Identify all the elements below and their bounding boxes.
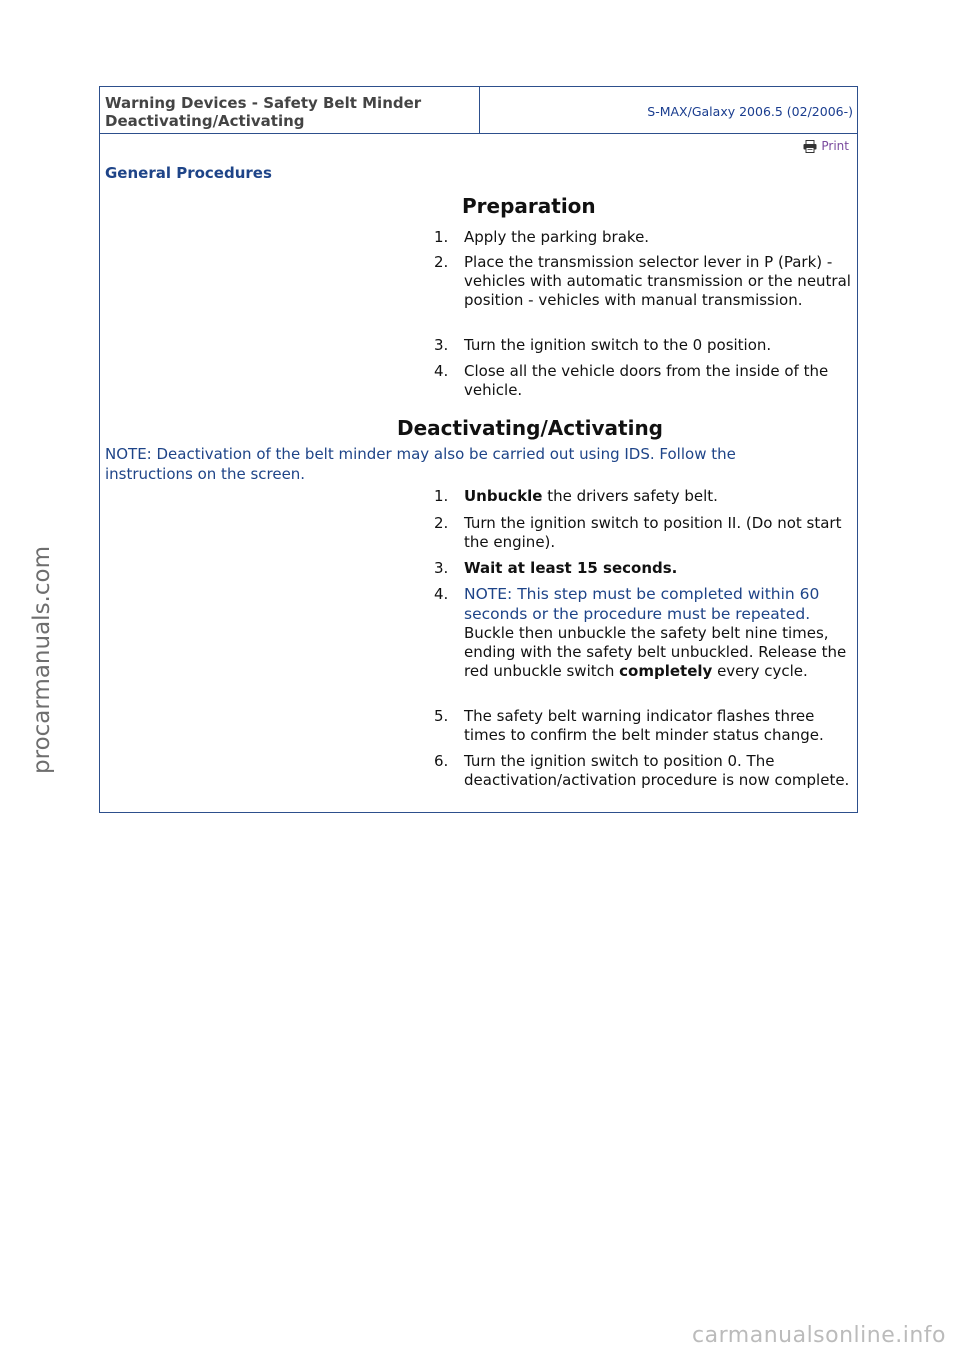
step-note: NOTE: This step must be completed within 60 seconds or the procedure must be repeated. (464, 585, 820, 623)
step-number: 6. (434, 752, 449, 770)
title-line-2: Deactivating/Activating (105, 112, 305, 130)
ids-note: NOTE: Deactivation of the belt minder may also be carried out using IDS. Follow the instructions on the screen. (105, 445, 736, 483)
bottom-watermark: carmanualsonline.info (692, 1323, 946, 1348)
step-text: Turn the ignition switch to position 0. The deactivation/activation procedure is now complete. (464, 752, 850, 789)
step-text: Apply the parking brake. (464, 228, 650, 246)
step-number: 1. (434, 228, 449, 246)
side-watermark: procarmanuals.com (29, 546, 55, 774)
step-text: The safety belt warning indicator flashes three times to confirm the belt minder status change. (464, 707, 824, 744)
step-number: 1. (434, 487, 449, 505)
step-rest: the drivers safety belt. (542, 487, 718, 505)
model-label: S-MAX/Galaxy 2006.5 (02/2006-) (647, 104, 853, 119)
step-number: 3. (434, 336, 449, 354)
step-number: 4. (434, 585, 449, 603)
step-number: 4. (434, 362, 449, 380)
document-frame (99, 86, 858, 813)
step-number: 2. (434, 514, 449, 532)
step-text: Turn the ignition switch to the 0 position. (464, 336, 772, 354)
step-text: Turn the ignition switch to position II. (Do not start the engine). (464, 514, 842, 551)
step-number: 2. (434, 253, 449, 271)
step-bold: Unbuckle (464, 487, 543, 505)
preparation-heading: Preparation (462, 194, 596, 218)
header-divider (479, 87, 480, 133)
step-text (464, 487, 856, 506)
page-header (100, 87, 857, 134)
step-text: Wait at least 15 seconds. (464, 559, 678, 577)
deactivating-heading: Deactivating/Activating (397, 416, 663, 440)
step-bold: completely (619, 662, 713, 680)
step-body (464, 624, 846, 680)
section-title: General Procedures (105, 164, 272, 182)
step-number: 3. (434, 559, 449, 577)
title-line-1: Warning Devices - Safety Belt Minder (105, 94, 422, 112)
step-text: Close all the vehicle doors from the inside of the vehicle. (464, 362, 829, 399)
step-body-b: every cycle. (712, 662, 808, 680)
print-label: Print (821, 139, 849, 153)
step-number: 5. (434, 707, 449, 725)
step-body-a: Buckle then unbuckle the safety belt nine times, ending with the safety belt unbuckled. Release the red unbuckle switch (464, 624, 847, 680)
print-button[interactable] (803, 139, 849, 153)
step-text (464, 585, 856, 681)
printer-icon (803, 140, 817, 153)
step-text: Place the transmission selector lever in P (Park) - vehicles with automatic transmission or the neutral position - vehicles with manual transmission. (464, 253, 851, 309)
page-title (105, 94, 475, 130)
